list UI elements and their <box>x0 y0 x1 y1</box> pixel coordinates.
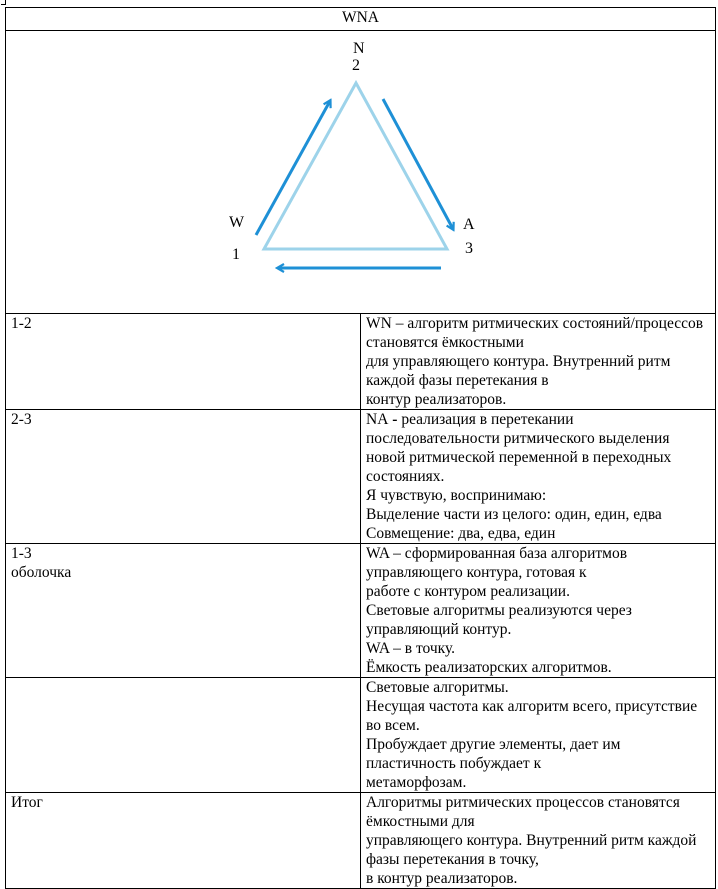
table-row <box>6 678 716 793</box>
text-line: в контур реализаторов. <box>366 870 518 887</box>
text-line: метаморфозам. <box>366 774 467 791</box>
text-line: работе с контуром реализации. <box>366 583 570 600</box>
lead-rest: реализация в перетекании последовательности ритмического выделения <box>366 411 670 447</box>
text-line: новой ритмической переменной в переходных состояниях. <box>366 449 672 485</box>
title-row <box>6 8 716 31</box>
row-content <box>361 314 716 410</box>
table-row <box>6 410 716 544</box>
text-line: Световые алгоритмы. <box>366 679 509 696</box>
vertex-a-number: 3 <box>465 240 473 257</box>
diagram-row <box>6 31 716 314</box>
arrow-n-to-a <box>383 99 453 229</box>
vertex-w-number: 1 <box>232 246 240 263</box>
lead-term: NA <box>366 411 389 428</box>
text-line: Ёмкость реализаторских алгоритмов. <box>366 659 612 676</box>
text-line: Световые алгоритмы реализуются через управляющий контур. <box>366 602 632 638</box>
vertex-n-letter: N <box>353 40 365 57</box>
table-row <box>6 544 716 678</box>
row-content <box>361 410 716 544</box>
text-line: Алгоритмы ритмических процессов становятся ёмкостными для <box>366 794 680 830</box>
row-label <box>6 678 361 793</box>
vertex-n-number: 2 <box>352 57 360 74</box>
wna-table <box>5 7 716 889</box>
vertex-w-letter: W <box>229 214 245 231</box>
diagram-cell <box>6 31 716 314</box>
text-line: WA – сформированная база алгоритмов управляющего контура, готовая к <box>366 545 628 581</box>
row-content <box>361 544 716 678</box>
row-content <box>361 793 716 889</box>
row-label: 2-3 <box>6 410 361 544</box>
text-line <box>366 410 710 448</box>
table-row <box>6 314 716 410</box>
row-label <box>6 544 361 678</box>
document-corner-mark <box>1 0 6 5</box>
arrow-w-to-n <box>256 101 330 235</box>
text-line: для управляющего контура. Внутренний ритм каждой фазы перетекания в <box>366 353 671 389</box>
triangle-diagram <box>6 31 715 313</box>
row-label: 1-2 <box>6 314 361 410</box>
row-label-line: оболочка <box>11 564 72 581</box>
text-line: контур реализаторов. <box>366 391 507 408</box>
vertex-a-letter: A <box>463 216 475 233</box>
lead-dash: - <box>388 411 398 428</box>
row-content <box>361 678 716 793</box>
text-line: Совмещение: два, едва, един <box>366 525 556 542</box>
table-row <box>6 793 716 889</box>
row-label: Итог <box>6 793 361 889</box>
text-line: Несущая частота как алгоритм всего, присутствие во всем. <box>366 698 698 734</box>
text-line: WN – алгоритм ритмических состояний/процессов становятся ёмкостными <box>366 315 704 351</box>
table-title: WNA <box>6 8 716 31</box>
text-line: Пробуждает другие элементы, дает им пластичность побуждает к <box>366 736 621 772</box>
text-line: управляющего контура. Внутренний ритм каждой фазы перетекания в точку, <box>366 832 697 868</box>
text-line: Выделение части из целого: один, един, едва <box>366 506 662 523</box>
text-line: Я чувствую, воспринимаю: <box>366 487 547 504</box>
text-line: WA – в точку. <box>366 640 456 657</box>
row-label-line: 1-3 <box>11 545 32 562</box>
